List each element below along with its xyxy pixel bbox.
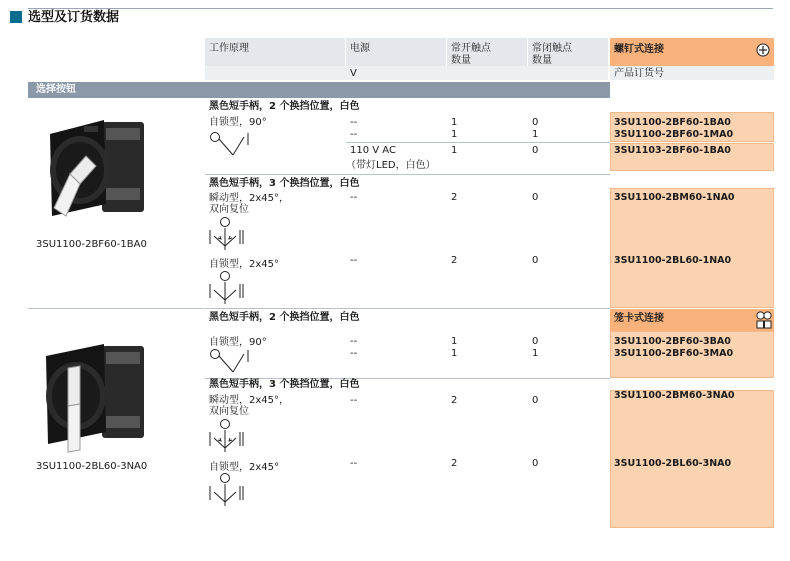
nc-cell: 0 (532, 395, 539, 406)
power-cell: -- (350, 255, 358, 266)
page-title: 选型及订货数据 (28, 10, 120, 25)
no-cell: 1 (451, 145, 458, 156)
no-cell: 1 (451, 129, 458, 140)
spring-terminal-icon (756, 311, 772, 329)
principle-text: 双向复位 (209, 204, 249, 215)
row-divider (346, 142, 610, 143)
order-code: 3SU1100-2BF60-3BA0 (614, 336, 731, 347)
nc-cell: 1 (532, 348, 539, 359)
row-divider (205, 308, 610, 309)
selector-switch-image (40, 112, 150, 232)
header-nc: 常闭触点数量 (532, 43, 572, 66)
latching-90-symbol-icon (208, 130, 258, 160)
power-cell: -- (350, 348, 358, 359)
latching-2x45-symbol-icon (206, 472, 252, 508)
order-code: 3SU1103-2BF60-1BA0 (614, 145, 731, 156)
header-principle: 工作原理 (209, 43, 249, 54)
spring-label: 笼卡式连接 (614, 313, 664, 324)
section-bar (28, 82, 610, 98)
header-power-unit: V (350, 68, 357, 79)
momentary-2x45-symbol-icon (206, 418, 252, 454)
section-label: 选择按钮 (36, 84, 76, 95)
group-title: 黑色短手柄，3 个换挡位置，白色 (209, 178, 360, 189)
principle-text: 自锁型，90° (209, 337, 267, 348)
power-cell: -- (350, 117, 358, 128)
principle-text: 自锁型，90° (209, 117, 267, 128)
power-cell: -- (350, 129, 358, 140)
header-unit-row (205, 66, 608, 80)
latching-90-symbol-icon (208, 347, 258, 377)
nc-cell: 1 (532, 129, 539, 140)
header-no: 常开触点数量 (451, 43, 491, 66)
led-note: （带灯LED，白色） (346, 160, 436, 171)
screw-label: 螺钉式连接 (614, 44, 664, 55)
principle-text: 自锁型，2x45° (209, 259, 280, 270)
momentary-2x45-symbol-icon (206, 216, 252, 252)
group-title: 黑色短手柄，2 个换挡位置，白色 (209, 101, 360, 112)
group-title: 黑色短手柄，3 个换挡位置，白色 (209, 379, 360, 390)
principle-text: 双向复位 (209, 406, 249, 417)
no-cell: 1 (451, 117, 458, 128)
no-cell: 2 (451, 192, 458, 203)
order-code: 3SU1100-2BM60-1NA0 (614, 192, 735, 203)
no-cell: 1 (451, 336, 458, 347)
top-rule (28, 8, 773, 9)
selector-switch-image (40, 338, 150, 458)
no-cell: 2 (451, 458, 458, 469)
principle-text: 瞬动型，2x45°， (209, 395, 290, 406)
order-code: 3SU1100-2BF60-1MA0 (614, 129, 734, 140)
order-code: 3SU1100-2BL60-1NA0 (614, 255, 732, 266)
order-code: 3SU1100-2BF60-1BA0 (614, 117, 731, 128)
nc-cell: 0 (532, 117, 539, 128)
row-divider (205, 174, 610, 175)
no-cell: 2 (451, 255, 458, 266)
title-marker (10, 11, 22, 23)
header-power: 电源 (350, 43, 370, 54)
principle-text: 瞬动型，2x45°， (209, 193, 290, 204)
screw-terminal-icon (756, 43, 770, 57)
nc-cell: 0 (532, 255, 539, 266)
group-title: 黑色短手柄，2 个换挡位置，白色 (209, 312, 360, 323)
power-cell: -- (350, 458, 358, 469)
order-code: 3SU1100-2BM60-3NA0 (614, 390, 735, 401)
order-code: 3SU1100-2BF60-3MA0 (614, 348, 734, 359)
nc-cell: 0 (532, 336, 539, 347)
power-cell: -- (350, 395, 358, 406)
product-caption-1: 3SU1100-2BF60-1BA0 (36, 239, 147, 250)
nc-cell: 0 (532, 458, 539, 469)
no-cell: 2 (451, 395, 458, 406)
latching-2x45-symbol-icon (206, 270, 252, 306)
nc-cell: 0 (532, 145, 539, 156)
power-cell: 110 V AC (350, 145, 396, 156)
power-cell: -- (350, 336, 358, 347)
product-caption-2: 3SU1100-2BL60-3NA0 (36, 461, 148, 472)
g2-code-box (610, 188, 774, 308)
row-divider (28, 308, 204, 309)
no-cell: 1 (451, 348, 458, 359)
order-no-label: 产品订货号 (614, 68, 664, 79)
power-cell: -- (350, 192, 358, 203)
principle-text: 自锁型，2x45° (209, 462, 280, 473)
nc-cell: 0 (532, 192, 539, 203)
order-code: 3SU1100-2BL60-3NA0 (614, 458, 732, 469)
